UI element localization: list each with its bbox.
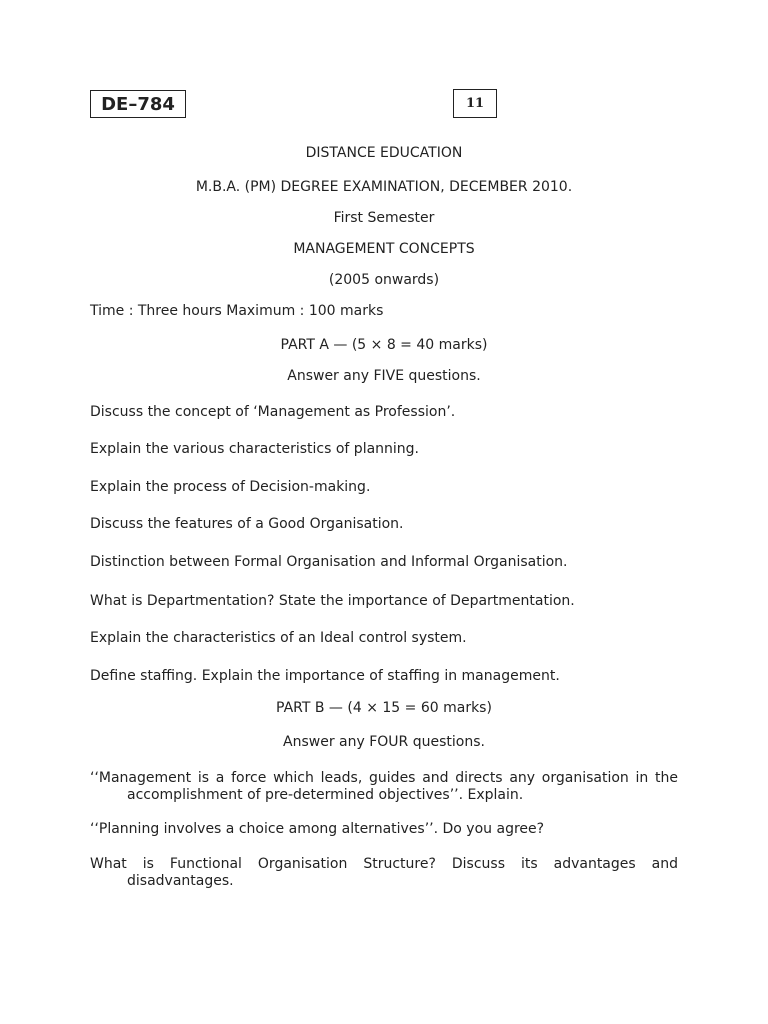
semester-title: First Semester: [333, 210, 435, 226]
page-number: 11: [465, 96, 485, 111]
part-a-heading: PART A — (5 × 8 = 40 marks): [280, 337, 488, 353]
question-item: Define staffing. Explain the importance of staffing in management.: [90, 668, 560, 684]
subject-title: MANAGEMENT CONCEPTS: [293, 241, 475, 257]
question-item: Explain the characteristics of an Ideal control system.: [90, 630, 467, 646]
question-item: Discuss the features of a Good Organisation.: [90, 516, 404, 532]
part-b-instruction: Answer any FOUR questions.: [283, 734, 485, 750]
part-a-instruction: Answer any FIVE questions.: [287, 368, 481, 384]
question-item: ‘‘Management is a force which leads, guides and directs any organisation in the accomplishment of pre-determined objectives’’. Explain.: [90, 770, 678, 803]
question-item: ‘‘Planning involves a choice among alternatives’’. Do you agree?: [90, 821, 545, 837]
question-item: What is Functional Organisation Structure? Discuss its advantages and disadvantages.: [90, 856, 678, 889]
question-item: Explain the process of Decision-making.: [90, 479, 371, 495]
scheme-title: (2005 onwards): [328, 272, 440, 288]
exam-title: M.B.A. (PM) DEGREE EXAMINATION, DECEMBER 2010.: [195, 179, 573, 195]
part-b-heading: PART B — (4 × 15 = 60 marks): [276, 700, 492, 716]
page-number-box: [453, 89, 497, 118]
institution-title: DISTANCE EDUCATION: [305, 145, 463, 161]
question-item: Explain the various characteristics of planning.: [90, 441, 420, 457]
paper-code: DE–784: [101, 93, 175, 115]
question-item: Discuss the concept of ‘Management as Profession’.: [90, 404, 456, 420]
paper-code-box: [90, 90, 186, 118]
question-item: What is Departmentation? State the importance of Departmentation.: [90, 593, 575, 609]
time-marks-line: Time : Three hours Maximum : 100 marks: [90, 303, 384, 319]
question-item: Distinction between Formal Organisation and Informal Organisation.: [90, 554, 568, 570]
